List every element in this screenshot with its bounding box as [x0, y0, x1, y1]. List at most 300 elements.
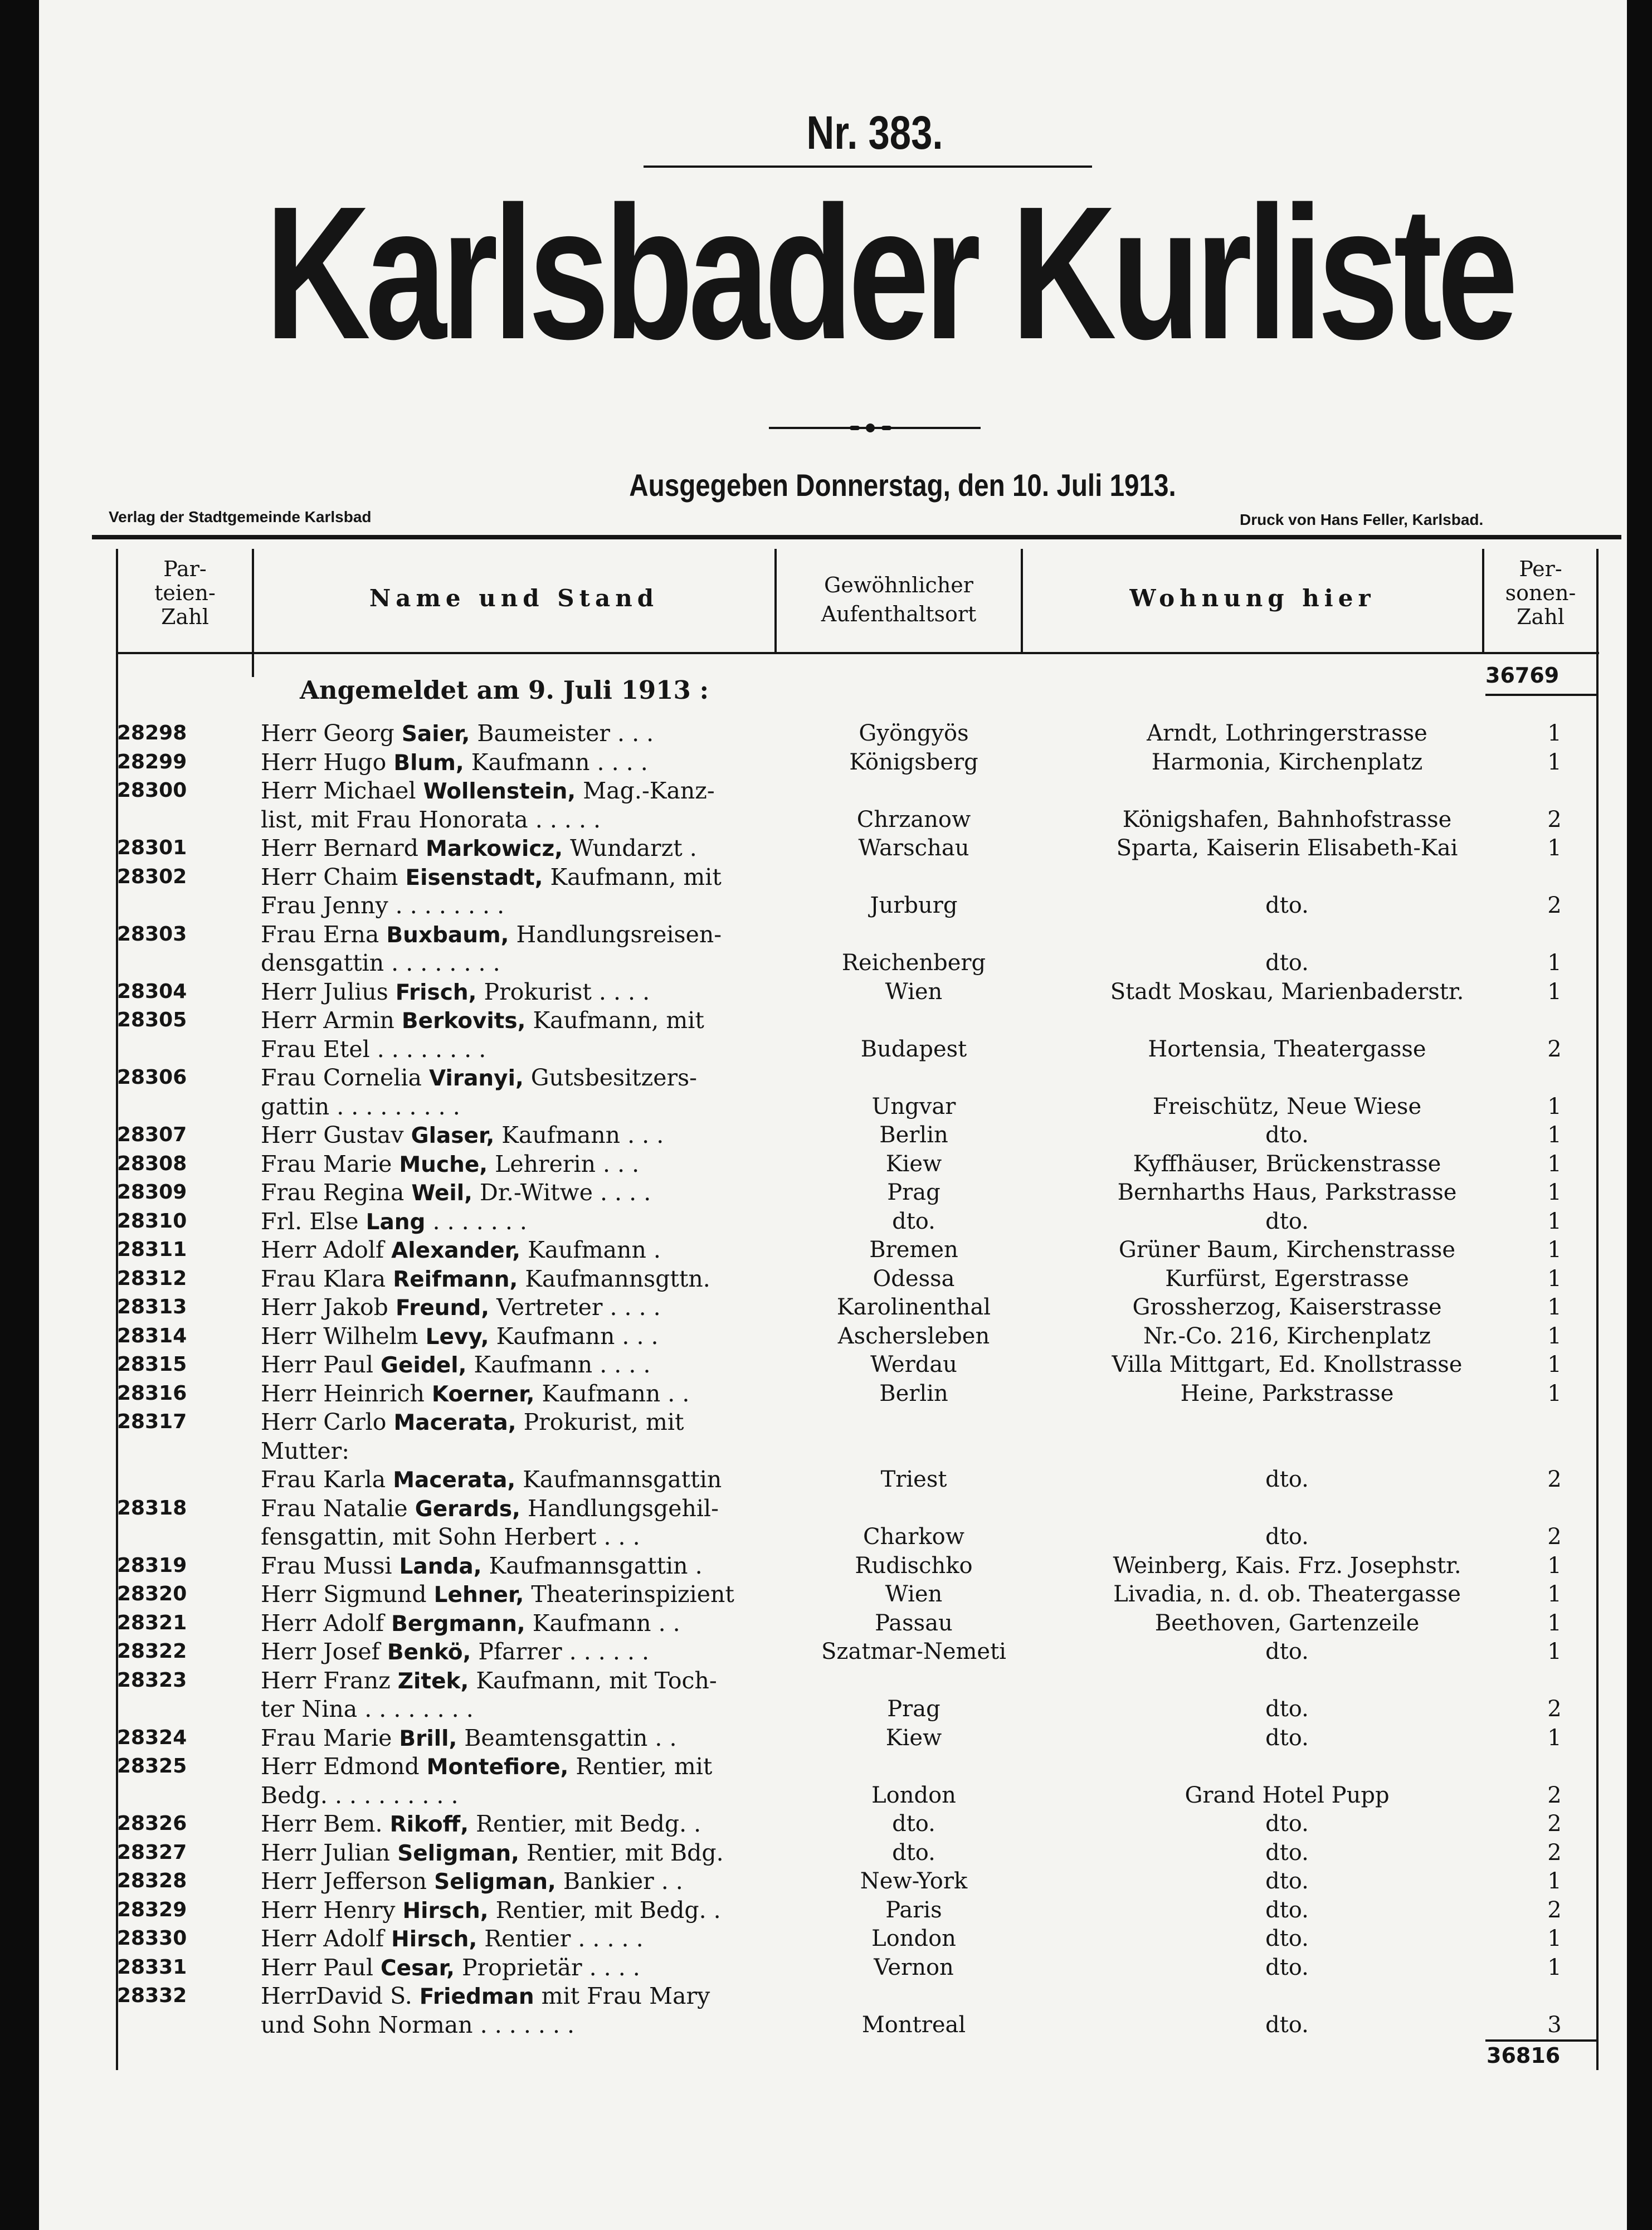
- table-row: [39, 1896, 1627, 1924]
- lodging-here: Grossherzog, Kaiserstrasse: [1132, 1294, 1442, 1320]
- lodging-here: dto.: [1265, 950, 1309, 976]
- guest-name-and-occupation: [261, 1724, 793, 1753]
- table-row: [39, 1609, 1627, 1637]
- name-prefix: und Sohn Norman . . . . . . .: [261, 2011, 575, 2038]
- name-prefix: Frau Klara: [261, 1265, 393, 1292]
- name-prefix: Herr Jakob: [261, 1294, 396, 1321]
- person-count: 1: [1547, 1352, 1562, 1377]
- guest-name-and-occupation: [261, 2011, 793, 2040]
- lodging-here: Sparta, Kaiserin Elisabeth-Kai: [1116, 835, 1458, 861]
- table-row: [39, 748, 1627, 776]
- occupation: Kaufmann . . .: [489, 1322, 659, 1350]
- table-row: [39, 806, 1627, 834]
- surname: Benkö,: [387, 1640, 471, 1665]
- guest-name-and-occupation: [261, 978, 793, 1007]
- surname: Friedman: [419, 1984, 534, 2009]
- person-count: 1: [1547, 1208, 1562, 1234]
- surname: Koerner,: [431, 1381, 535, 1407]
- person-count: 1: [1547, 1151, 1562, 1177]
- lodging-here: dto.: [1265, 2012, 1309, 2038]
- surname: Geidel,: [381, 1353, 467, 1378]
- surname: Alexander,: [391, 1238, 521, 1263]
- party-number: 28300: [117, 779, 187, 802]
- lodging-here: Heine, Parkstrasse: [1180, 1380, 1394, 1406]
- person-count: 1: [1547, 1265, 1562, 1292]
- table-row: [39, 1064, 1627, 1092]
- person-count: 1: [1547, 1093, 1562, 1119]
- table-row: [39, 1580, 1627, 1608]
- table-row: [39, 1179, 1627, 1206]
- party-number: 28318: [117, 1496, 187, 1520]
- usual-residence: Bremen: [869, 1237, 958, 1263]
- surname: Saier,: [401, 722, 470, 747]
- lodging-here: Villa Mittgart, Ed. Knollstrasse: [1112, 1352, 1463, 1377]
- person-count: 1: [1547, 1380, 1562, 1406]
- name-prefix: fensgattin, mit Sohn Herbert . . .: [261, 1523, 640, 1550]
- usual-residence: Wien: [885, 978, 943, 1005]
- usual-residence: Kiew: [885, 1725, 942, 1751]
- lodging-here: dto.: [1265, 1954, 1309, 1980]
- surname: Hirsch,: [402, 1898, 489, 1924]
- name-prefix: Frau Natalie: [261, 1494, 415, 1522]
- column-rule: [774, 549, 777, 652]
- column-rule: [252, 549, 254, 677]
- guest-name-and-occupation: [261, 1752, 793, 1781]
- guest-name-and-occupation: [261, 1150, 793, 1179]
- table-row: [39, 1925, 1627, 1953]
- guest-name-and-occupation: [261, 1322, 793, 1351]
- lodging-here: dto.: [1265, 893, 1309, 918]
- table-row: [39, 1236, 1627, 1264]
- name-prefix: Herr Chaim: [261, 863, 406, 890]
- person-count: 2: [1547, 806, 1562, 832]
- guest-name-and-occupation: [261, 1121, 793, 1150]
- party-number: 28306: [117, 1066, 187, 1089]
- occupation: Gutsbesitzers-: [523, 1064, 697, 1091]
- party-number: 28319: [117, 1554, 187, 1577]
- occupation: Kaufmannsgttn.: [518, 1265, 710, 1292]
- party-number: 28299: [117, 750, 187, 773]
- occupation: Vertreter . . . .: [489, 1294, 661, 1321]
- usual-residence: Szatmar-Nemeti: [821, 1639, 1006, 1664]
- table-row: [39, 1437, 1627, 1465]
- surname: Bergmann,: [391, 1611, 525, 1637]
- guest-name-and-occupation: [261, 806, 793, 835]
- lodging-here: Grüner Baum, Kirchenstrasse: [1118, 1237, 1456, 1263]
- guest-name-and-occupation: [261, 1006, 793, 1035]
- column-header-residence: Wohnung hier: [1129, 585, 1376, 612]
- surname: Zitek,: [397, 1668, 469, 1694]
- name-prefix: list, mit Frau Honorata . . . . .: [261, 806, 601, 833]
- guest-name-and-occupation: [261, 1839, 793, 1868]
- lodging-here: Kyffhäuser, Brückenstrasse: [1133, 1151, 1441, 1177]
- guest-name-and-occupation: [261, 1494, 793, 1523]
- occupation: Rentier, mit Bdg.: [519, 1839, 724, 1866]
- issue-date: Ausgegeben Donnerstag, den 10. Juli 1913.: [629, 468, 1176, 503]
- usual-residence: Odessa: [873, 1265, 955, 1292]
- name-prefix: Frau Etel . . . . . . . .: [261, 1035, 486, 1063]
- guest-name-and-occupation: [261, 921, 793, 950]
- party-number: 28305: [117, 1009, 187, 1031]
- name-prefix: gattin . . . . . . . . .: [261, 1093, 460, 1120]
- party-number: 28313: [117, 1296, 187, 1318]
- lodging-here: dto.: [1265, 1524, 1309, 1550]
- table-row: [39, 1465, 1627, 1493]
- lodging-here: dto.: [1265, 1122, 1309, 1148]
- guest-name-and-occupation: [261, 1179, 793, 1207]
- party-number: 28332: [117, 1984, 187, 2007]
- lodging-here: Stadt Moskau, Marienbaderstr.: [1110, 978, 1464, 1005]
- table-row: [39, 1322, 1627, 1350]
- guest-name-and-occupation: [261, 1896, 793, 1925]
- usual-residence: Kiew: [885, 1151, 942, 1177]
- occupation: Rentier, mit Bedg. .: [488, 1896, 721, 1924]
- person-count: 1: [1547, 1237, 1562, 1263]
- guest-name-and-occupation: [261, 1523, 793, 1552]
- surname: Brill,: [399, 1726, 457, 1751]
- party-number: 28307: [117, 1123, 187, 1146]
- party-number: 28320: [117, 1583, 187, 1605]
- name-prefix: Herr Henry: [261, 1896, 403, 1924]
- party-number: 28301: [117, 836, 187, 859]
- surname: Frisch,: [395, 980, 477, 1005]
- person-count: 2: [1547, 1524, 1562, 1550]
- table-row: [39, 1954, 1627, 1981]
- usual-residence: New-York: [860, 1868, 968, 1894]
- table-row: [39, 1408, 1627, 1436]
- header-bottom-rule: [117, 652, 1599, 654]
- occupation: Kaufmann, mit: [525, 1007, 704, 1034]
- name-prefix: Herr Edmond: [261, 1753, 427, 1780]
- lodging-here: Freischütz, Neue Wiese: [1152, 1093, 1422, 1119]
- name-prefix: Frau Mussi: [261, 1552, 399, 1579]
- party-number: 28326: [117, 1812, 187, 1835]
- name-prefix: Frau Regina: [261, 1179, 412, 1206]
- guest-name-and-occupation: [261, 1609, 793, 1638]
- name-prefix: Herr Adolf: [261, 1925, 392, 1952]
- occupation: Kaufmann, mit Toch-: [469, 1667, 717, 1694]
- occupation: Kaufmann, mit: [543, 863, 722, 890]
- column-rule: [1021, 549, 1023, 652]
- table-row: [39, 949, 1627, 977]
- name-prefix: Bedg. . . . . . . . . .: [261, 1781, 459, 1809]
- party-number: 28321: [117, 1611, 187, 1634]
- person-count: 2: [1547, 1782, 1562, 1808]
- lodging-here: Beethoven, Gartenzeile: [1154, 1610, 1420, 1636]
- party-number: 28302: [117, 865, 187, 888]
- person-count: 1: [1547, 1868, 1562, 1894]
- name-prefix: Herr Sigmund: [261, 1581, 434, 1608]
- party-number: 28312: [117, 1267, 187, 1290]
- surname: Lang: [366, 1209, 426, 1235]
- lodging-here: dto.: [1265, 1467, 1309, 1492]
- table-row: [39, 1207, 1627, 1235]
- usual-residence: dto.: [892, 1811, 935, 1837]
- guest-name-and-occupation: [261, 777, 793, 806]
- party-number: 28303: [117, 922, 187, 946]
- running-total-before: 36769: [1485, 663, 1560, 688]
- person-count: 1: [1547, 1294, 1562, 1320]
- occupation: Kaufmannsgattin: [515, 1466, 722, 1493]
- guest-name-and-occupation: [261, 834, 793, 863]
- surname: Seligman,: [434, 1869, 556, 1895]
- usual-residence: Triest: [880, 1467, 947, 1492]
- guest-name-and-occupation: [261, 949, 793, 978]
- name-prefix: Frau Karla: [261, 1466, 393, 1493]
- table-row: [39, 1752, 1627, 1780]
- name-prefix: densgattin . . . . . . . .: [261, 950, 500, 976]
- table-row: [39, 1552, 1627, 1580]
- party-number: 28327: [117, 1841, 187, 1864]
- guest-name-and-occupation: [261, 1236, 793, 1265]
- guest-name-and-occupation: [261, 863, 793, 892]
- name-prefix: Herr Gustav: [261, 1122, 411, 1148]
- usual-residence: dto.: [892, 1839, 935, 1866]
- name-prefix: Herr Julian: [261, 1839, 398, 1866]
- occupation: Kaufmann . . .: [494, 1122, 664, 1148]
- table-row: [39, 1150, 1627, 1178]
- name-prefix: Herr Bernard: [261, 835, 426, 861]
- usual-residence: Rudischko: [855, 1552, 973, 1579]
- person-count: 1: [1547, 1954, 1562, 1980]
- surname: Macerata,: [393, 1468, 516, 1493]
- usual-residence: Aschersleben: [837, 1323, 990, 1349]
- name-prefix: Herr Julius: [261, 978, 396, 1005]
- table-row: [39, 1293, 1627, 1321]
- party-number: 28325: [117, 1755, 187, 1778]
- guest-name-and-occupation: [261, 1667, 793, 1696]
- table-row: [39, 1006, 1627, 1034]
- person-count: 1: [1547, 1552, 1562, 1579]
- lodging-here: Kurfürst, Egerstrasse: [1165, 1265, 1409, 1292]
- usual-residence: Wien: [885, 1581, 943, 1607]
- surname: Viranyi,: [428, 1066, 524, 1091]
- occupation: Rentier . . . . .: [477, 1925, 644, 1952]
- party-number: 28324: [117, 1726, 187, 1749]
- lodging-here: Livadia, n. d. ob. Theatergasse: [1113, 1581, 1461, 1607]
- table-row: [39, 892, 1627, 919]
- guest-name-and-occupation: [261, 1638, 793, 1667]
- occupation: Beamtensgattin . .: [457, 1724, 677, 1751]
- usual-residence: Ungvar: [871, 1093, 956, 1119]
- publisher-line: Verlag der Stadtgemeinde Karlsbad: [109, 508, 372, 525]
- person-count: 1: [1547, 1581, 1562, 1607]
- table-row: [39, 1781, 1627, 1809]
- usual-residence: Berlin: [879, 1122, 948, 1148]
- table-row: [39, 1093, 1627, 1121]
- name-prefix: Frau Jenny . . . . . . . .: [261, 892, 505, 919]
- table-row: [39, 1667, 1627, 1695]
- person-count: 2: [1547, 1036, 1562, 1062]
- usual-residence: Paris: [885, 1897, 942, 1923]
- name-prefix: Herr Adolf: [261, 1609, 392, 1637]
- lodging-here: Grand Hotel Pupp: [1185, 1782, 1390, 1808]
- party-number: 28309: [117, 1181, 187, 1204]
- usual-residence: Reichenberg: [841, 950, 986, 976]
- usual-residence: Gyöngyös: [859, 720, 969, 746]
- surname: Cesar,: [381, 1955, 455, 1981]
- masthead-title: Karlsbader Kurliste: [265, 167, 1513, 379]
- surname: Seligman,: [397, 1841, 519, 1866]
- guest-name-and-occupation: [261, 1408, 793, 1437]
- guest-name-and-occupation: [261, 1465, 793, 1494]
- party-number: 28328: [117, 1869, 187, 1892]
- surname: Freund,: [395, 1296, 490, 1321]
- occupation: Dr.-Witwe . . . .: [472, 1179, 651, 1206]
- guest-name-and-occupation: [261, 1064, 793, 1093]
- table-row: [39, 719, 1627, 747]
- table-row: [39, 1265, 1627, 1293]
- lodging-here: dto.: [1265, 1839, 1309, 1866]
- table-row: [39, 1724, 1627, 1752]
- name-prefix: Herr Josef: [261, 1638, 387, 1665]
- table-row: [39, 863, 1627, 891]
- table-row: [39, 1695, 1627, 1723]
- table-row: [39, 1351, 1627, 1379]
- column-header-party: Par- teien- Zahl: [154, 557, 216, 629]
- party-number: 28308: [117, 1152, 187, 1175]
- lodging-here: Weinberg, Kais. Frz. Josephstr.: [1113, 1552, 1461, 1579]
- surname: Levy,: [425, 1324, 489, 1350]
- occupation: Kaufmann . . . .: [464, 748, 648, 776]
- occupation: Baumeister . . .: [470, 720, 654, 747]
- person-count: 1: [1547, 1323, 1562, 1349]
- name-prefix: Frau Marie: [261, 1724, 399, 1751]
- occupation: Kaufmann . .: [525, 1609, 680, 1637]
- lodging-here: Harmonia, Kirchenplatz: [1151, 749, 1423, 775]
- usual-residence: Prag: [887, 1696, 940, 1722]
- name-prefix: Herr Paul: [261, 1351, 381, 1378]
- surname: Glaser,: [411, 1123, 495, 1148]
- surname: Reifmann,: [393, 1267, 518, 1292]
- person-count: 1: [1547, 720, 1562, 746]
- person-count: 2: [1547, 893, 1562, 918]
- name-prefix: HerrDavid S.: [261, 1983, 420, 2009]
- usual-residence: Charkow: [863, 1524, 964, 1550]
- lodging-here: Bernharths Haus, Parkstrasse: [1117, 1180, 1457, 1205]
- usual-residence: dto.: [892, 1208, 935, 1234]
- guest-name-and-occupation: [261, 1437, 793, 1466]
- table-row: [39, 978, 1627, 1006]
- occupation: Mag.-Kanz-: [576, 777, 715, 804]
- lodging-here: Hortensia, Theatergasse: [1148, 1036, 1426, 1062]
- usual-residence: London: [871, 1782, 956, 1808]
- name-prefix: Frau Cornelia: [261, 1064, 429, 1091]
- name-prefix: Herr Heinrich: [261, 1380, 432, 1407]
- table-top-rule: [92, 535, 1621, 539]
- person-count: 1: [1547, 749, 1562, 775]
- lodging-here: dto.: [1265, 1208, 1309, 1234]
- name-prefix: Herr Jefferson: [261, 1868, 435, 1895]
- name-prefix: Herr Michael: [261, 777, 423, 804]
- column-header-persons: Per- sonen- Zahl: [1505, 557, 1576, 629]
- guest-name-and-occupation: [261, 1781, 793, 1810]
- guest-name-and-occupation: [261, 1207, 793, 1236]
- surname: Eisenstadt,: [405, 865, 543, 890]
- name-prefix: Frl. Else: [261, 1207, 366, 1235]
- guest-name-and-occupation: [261, 1552, 793, 1581]
- guest-name-and-occupation: [261, 1035, 793, 1064]
- occupation: Proprietär . . . .: [454, 1954, 640, 1981]
- table-row: [39, 1839, 1627, 1867]
- usual-residence: Karolinenthal: [836, 1294, 991, 1320]
- person-count: 2: [1547, 1467, 1562, 1492]
- guest-name-and-occupation: [261, 1580, 793, 1609]
- person-count: 2: [1547, 1696, 1562, 1722]
- usual-residence: Berlin: [879, 1380, 948, 1406]
- guest-name-and-occupation: [261, 1265, 793, 1294]
- printer-line: Druck von Hans Feller, Karlsbad.: [1240, 511, 1484, 528]
- party-number: 28310: [117, 1209, 187, 1233]
- surname: Macerata,: [393, 1410, 516, 1435]
- issue-number: Nr. 383.: [806, 106, 943, 159]
- table-row: [39, 1494, 1627, 1522]
- name-prefix: Herr Georg: [261, 720, 402, 747]
- person-count: 2: [1547, 1811, 1562, 1837]
- occupation: Lehrerin . . .: [488, 1150, 640, 1177]
- surname: Gerards,: [415, 1496, 520, 1522]
- name-prefix: Herr Bem.: [261, 1810, 390, 1837]
- party-number: 28322: [117, 1640, 187, 1663]
- total-rule: [1485, 2039, 1597, 2042]
- person-count: 1: [1547, 1610, 1562, 1636]
- person-count: 2: [1547, 1897, 1562, 1923]
- occupation: Handlungsreisen-: [509, 921, 722, 948]
- running-total-after: 36816: [1487, 2043, 1561, 2068]
- table-row: [39, 1380, 1627, 1408]
- party-number: 28331: [117, 1955, 187, 1979]
- column-rule: [1482, 549, 1484, 652]
- lodging-here: dto.: [1265, 1696, 1309, 1722]
- party-number: 28317: [117, 1410, 187, 1433]
- party-number: 28315: [117, 1353, 187, 1376]
- lodging-here: dto.: [1265, 1725, 1309, 1751]
- surname: Weil,: [411, 1181, 472, 1206]
- guest-name-and-occupation: [261, 892, 793, 921]
- usual-residence: Vernon: [874, 1954, 954, 1980]
- usual-residence: Budapest: [860, 1036, 967, 1062]
- occupation: Prokurist, mit: [516, 1409, 684, 1435]
- party-number: 28329: [117, 1898, 187, 1921]
- table-row: [39, 1035, 1627, 1063]
- guest-name-and-occupation: [261, 1695, 793, 1724]
- usual-residence: Jurburg: [870, 893, 958, 918]
- surname: Blum,: [393, 750, 464, 776]
- lodging-here: Arndt, Lothringerstrasse: [1147, 720, 1427, 746]
- guest-name-and-occupation: [261, 1867, 793, 1896]
- name-prefix: Herr Carlo: [261, 1409, 394, 1435]
- occupation: Rentier, mit: [568, 1753, 713, 1780]
- name-prefix: Herr Paul: [261, 1954, 381, 1981]
- lodging-here: Königshafen, Bahnhofstrasse: [1122, 806, 1452, 832]
- name-prefix: Frau Marie: [261, 1150, 399, 1177]
- guest-name-and-occupation: [261, 1380, 793, 1409]
- occupation: Rentier, mit Bedg. .: [469, 1810, 701, 1837]
- table-row: [39, 834, 1627, 862]
- usual-residence: Prag: [887, 1180, 940, 1205]
- occupation: Kaufmann .: [520, 1236, 661, 1263]
- person-count: 1: [1547, 1122, 1562, 1148]
- surname: Hirsch,: [391, 1927, 477, 1952]
- party-number: 28330: [117, 1927, 187, 1950]
- guest-name-and-occupation: [261, 1954, 793, 1983]
- party-number: 28316: [117, 1381, 187, 1405]
- guest-name-and-occupation: [261, 748, 793, 777]
- name-prefix: ter Nina . . . . . . . .: [261, 1696, 474, 1722]
- occupation: Kaufmann . .: [534, 1380, 690, 1407]
- usual-residence: Königsberg: [849, 749, 978, 775]
- occupation: . . . . . . .: [425, 1207, 527, 1235]
